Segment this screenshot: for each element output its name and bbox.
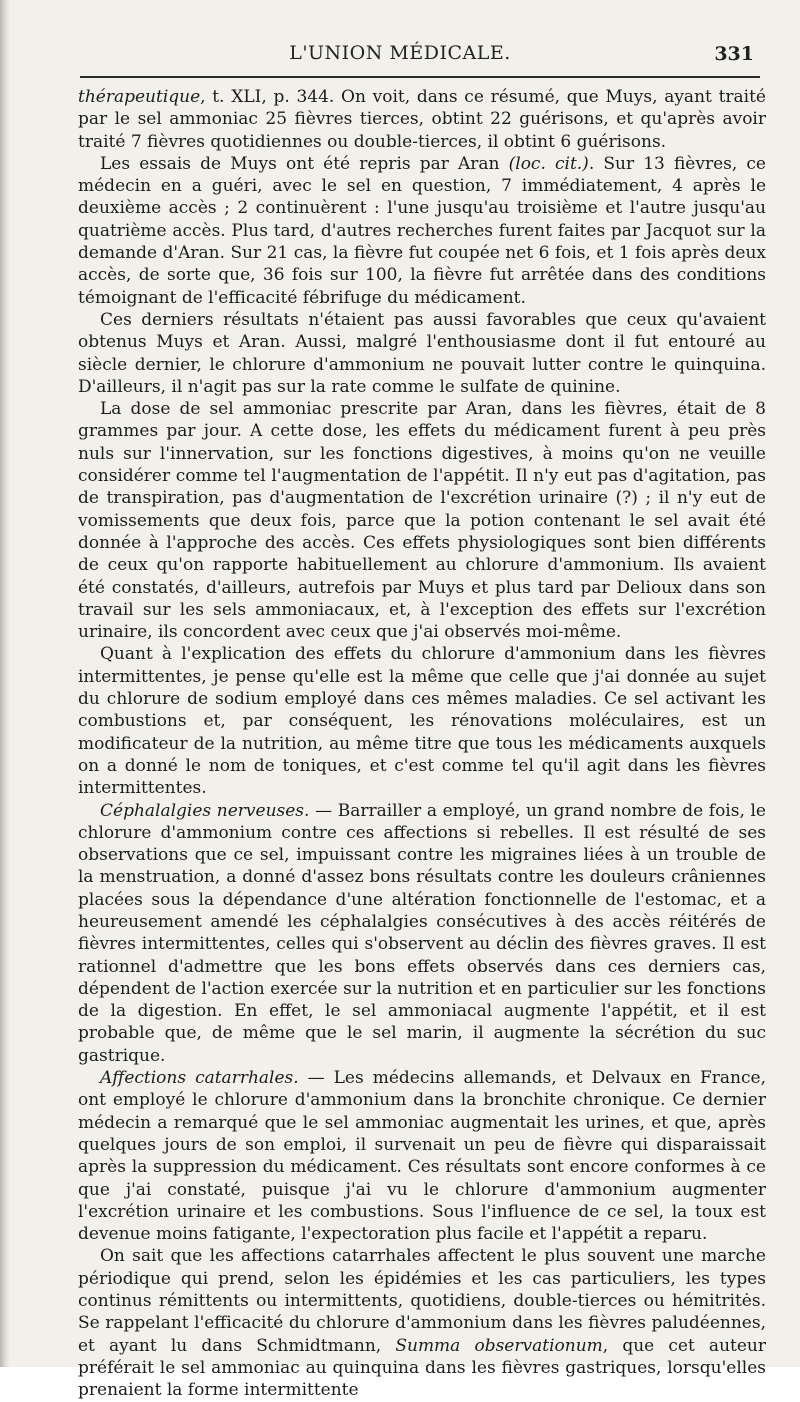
italic-title: Summa observationum [395, 1335, 603, 1356]
paragraph-4 [78, 398, 766, 643]
italic-citation: (loc. cit.) [508, 153, 589, 174]
page-number: 331 [714, 43, 754, 65]
paragraph-2 [78, 153, 766, 309]
paragraph-1 [78, 86, 766, 153]
running-title: L'UNION MÉDICALE. [289, 42, 511, 64]
section-heading-cephalalgies: Céphalalgies nerveuses. [100, 800, 310, 821]
paragraph-text: — Barrailler a employé, un grand nombre de fois, le chlorure d'ammonium contre ces affections si rebelles. Il est résulté de ses observations que ce sel, impuissant contre les migraines liées à un trouble de la menstruation, a donné d'assez bons résultats contre les douleurs crâniennes placées sous la dépendance d'une altération fonctionnelle de l'estomac, et a heureusement amendé les céphalalgies consécutives à des accès réitérés de fièvres intermittentes, celles qui s'observent au déclin des fièvres graves. Il est rationnel d'admettre que les bons effets observés dans ces derniers cas, dépendent de l'action exercée sur la nutrition et en particulier sur les fonctions de la digestion. En effet, le sel ammoniacal augmente l'appétit, et il est probable que, de même que le sel marin, il augmente la sécrétion du suc gastrique. [78, 800, 766, 1066]
paragraph-text: Les essais de Muys ont été repris par Aran [100, 153, 509, 174]
body-text [78, 86, 766, 1402]
paragraph-text: . Sur 13 fièvres, ce médecin en a guéri, avec le sel en question, 7 immédiatement, 4 après le deuxième accès ; 2 continuèrent : l'une jusqu'au troisième et l'autre jusqu'au quatrième accès. Plus tard, d'autres recherches furent faites par Jacquot sur la demande d'Aran. Sur 21 cas, la fièvre fut coupée net 6 fois, et 1 fois après deux accès, de sorte que, 36 fois sur 100, la fièvre fut arrêtée dans des conditions témoignant de l'efficacité fébrifuge du médicament. [78, 153, 766, 308]
header-rule [80, 76, 760, 78]
paragraph-5 [78, 643, 766, 799]
paragraph-6 [78, 800, 766, 1068]
page-header [0, 42, 800, 72]
book-gutter-shadow [0, 0, 10, 1367]
section-heading-affections: Affections catarrhales. [100, 1068, 299, 1089]
paragraph-3 [78, 309, 766, 398]
paragraph-text: — Les médecins allemands, et Delvaux en France, ont employé le chlorure d'ammonium dans la bronchite chronique. Ce dernier médecin a remarqué que le sel ammoniac augmentait les urines, et que, après quelques jours de son emploi, il survenait un peu de fièvre qui disparaissait après la suppression du médicament. Ces résultats sont encore conformes à ce que j'ai constaté, puisque j'ai vu le chlorure d'ammonium augmenter l'excrétion urinaire et les combustions. Sous l'influence de ce sel, la toux est devenue moins fatigante, l'expectoration plus facile et l'appétit a reparu. [78, 1068, 766, 1245]
paragraph-text: On sait que les affections catarrhales affectent le plus souvent une marche périodique qui prend, selon les épidémies et les cas particuliers, les types continus rémittents ou intermittents, quotidiens, double-tierces ou hémitritės. Se rappelant l'efficacité du chlorure d'ammonium dans les fièvres paludéennes, et ayant lu dans Schmidtmann, [78, 1246, 766, 1356]
paragraph-text: Ces derniers résultats n'étaient pas aussi favorables que ceux qu'avaient obtenus Muys et Aran. Aussi, malgré l'enthousiasme dont il fut entouré au siècle dernier, le chlorure d'ammonium ne pouvait lutter contre le quinquina. D'ailleurs, il n'agit pas sur la rate comme le sulfate de quinine. [78, 309, 766, 397]
paragraph-text: , t. XLI, p. 344. On voit, dans ce résumé, que Muys, ayant traité par le sel ammoniac 25 fièvres tierces, obtint 22 guérisons, et qu'après avoir traité 7 fièvres quotidiennes ou double-tierces, il obtint 6 guérisons. [78, 87, 766, 152]
italic-lead: thérapeutique [78, 87, 201, 107]
paragraph-7 [78, 1067, 766, 1245]
paragraph-8 [78, 1245, 766, 1401]
paragraph-text: Quant à l'explication des effets du chlorure d'ammonium dans les fièvres intermittentes, je pense qu'elle est la même que celle que j'ai donnée au sujet du chlorure de sodium employé dans ces mêmes maladies. Ce sel activant les combustions et, par conséquent, les rénovations moléculaires, est un modificateur de la nutrition, au même titre que tous les médicaments auxquels on a donné le nom de toniques, et c'est comme tel qu'il agit dans les fièvres intermittentes. [78, 644, 766, 799]
paragraph-text: La dose de sel ammoniac prescrite par Aran, dans les fièvres, était de 8 grammes par jour. A cette dose, les effets du médicament furent à peu près nuls sur l'innervation, sur les fonctions digestives, à moins qu'on ne veuille considérer comme tel l'augmentation de l'appétit. Il n'y eut pas d'agitation, pas de transpiration, pas d'augmentation de l'excrétion urinaire (?) ; il n'y eut de vomissements que deux fois, parce que la potion contenant le sel avait été donnée à l'approche des accès. Ces effets physiologiques sont bien différents de ceux qu'on rapporte habituellement au chlorure d'ammonium. Ils avaient été constatés, d'ailleurs, autrefois par Muys et plus tard par Delioux dans son travail sur les sels ammoniacaux, et, à l'exception des effets sur l'excrétion urinaire, ils concordent avec ceux que j'ai observés moi-même. [78, 399, 766, 643]
paragraph-text: , que cet auteur préférait le sel ammoniac au quinquina dans les fièvres gastriques, lorsqu'elles prenaient la forme intermittente [78, 1335, 766, 1401]
